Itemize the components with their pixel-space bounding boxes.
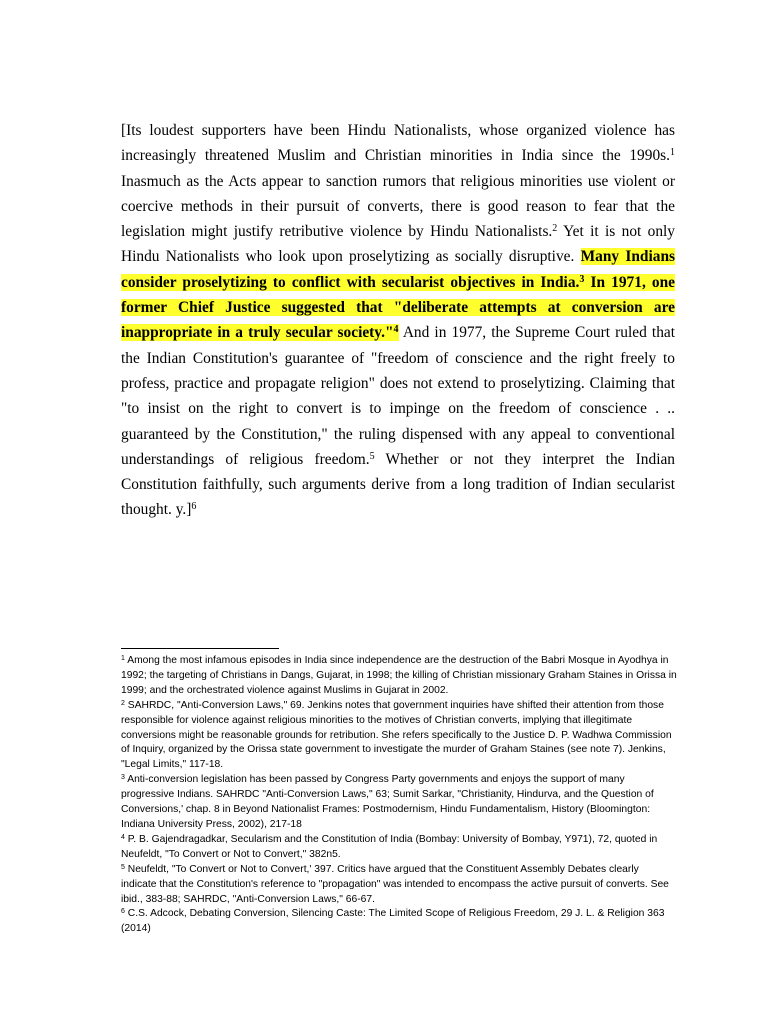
footnote-number: 6 xyxy=(121,908,125,916)
footnote-ref: 3 xyxy=(579,273,585,285)
footnote-ref: 5 xyxy=(369,450,375,462)
main-paragraph xyxy=(121,118,675,523)
paragraph-text: Yet it is not only Hindu Nationalists who look upon proselytizing as socially disruptive. xyxy=(121,223,675,266)
footnote-divider xyxy=(121,648,279,649)
highlighted-sentence: Many Indians consider proselytizing to conflict with secularist objectives in India. xyxy=(121,248,676,291)
paragraph-text: Inasmuch as the Acts appear to sanction rumors that religious minorities use violent or coercive methods in their pursuit of converts, there is good reason to fear that the legislation might justify retributive violence by Hindu Nationalists. xyxy=(121,172,675,241)
footnote-ref: 1 xyxy=(670,147,675,159)
footnote-2 xyxy=(121,699,677,774)
footnote-ref: 2 xyxy=(552,223,558,235)
footnote-text: Among the most infamous episodes in India since independence are the destruction of the Babri Mosque in Ayodhya in 1992; the targeting of Christians in Dangs, Gujarat, in 1998; the killing of Christian missionary Graham Staines in Orissa in 1999; and the orchestrated violence against Muslims in Gujarat in 2002. xyxy=(121,655,677,696)
paragraph-text: Whether or not they interpret the Indian Constitution faithfully, such arguments derive from a long tradition of Indian secularist thought. y.] xyxy=(121,450,675,519)
footnote-text: P. B. Gajendragadkar, Secularism and the Constitution of India (Bombay: University of Bombay, Y971), 72, quoted in Neufeldt, "To Convert or Not to Convert," 382n5. xyxy=(121,833,658,860)
footnote-1 xyxy=(121,654,677,699)
footnote-text: SAHRDC, "Anti-Conversion Laws," 69. Jenkins notes that government inquiries have shifted their attention from those responsible for violence against religious minorities to the motives of Christian converts, implying that illegitimate conversions might be reasonable grounds for retribution. She refers specifically to the Justice D. P. Wadhwa Commission of Inquiry, organized by the Orissa state government to investigate the murder of Graham Staines (see note 7). Jenkins, "Legal Limits," 117-18. xyxy=(121,699,672,771)
footnote-ref: 6 xyxy=(191,501,197,513)
footnote-number: 1 xyxy=(121,655,125,662)
footnote-ref: 4 xyxy=(393,324,399,336)
footnote-3 xyxy=(121,773,677,833)
footnote-text: Anti-conversion legislation has been passed by Congress Party governments and enjoys the support of many progressive Indians. SAHRDC "Anti-Conversion Laws," 63; Sumit Sarkar, "Christianity, Hindurva, and the Question of Conversions,' chap. 8 in Beyond Nationalist Frames: Postmodernism, Hindu Fundamentalism, History (Bloomington: Indiana University Press, 2002), 217-18 xyxy=(121,774,654,830)
footnote-number: 2 xyxy=(121,699,125,707)
highlighted-sentence: In 1971, one former Chief Justice suggested that "deliberate attempts at conversion are inappropriate in a truly secular society." xyxy=(121,273,676,342)
footnote-5 xyxy=(121,863,677,908)
footnote-number: 5 xyxy=(121,863,125,871)
footnote-number: 4 xyxy=(121,833,125,841)
footnote-6 xyxy=(121,907,677,937)
paragraph-text: [Its loudest supporters have been Hindu Nationalists, whose organized violence has increasingly threatened Muslim and Christian minorities in India since the 1990s. xyxy=(121,122,675,165)
footnote-text: C.S. Adcock, Debating Conversion, Silencing Caste: The Limited Scope of Religious Freedom, 29 J. L. & Religion 363 (2014) xyxy=(121,908,665,935)
footnote-text: Neufeldt, "To Convert or Not to Convert,' 397. Critics have argued that the Constituent Assembly Debates clearly indicate that the Constitution's reference to "propagation" was intended to encompass the active pursuit of converts. See ibid., 383-88; SAHRDC, "Anti-Conversion Laws," 66-67. xyxy=(121,863,669,905)
footnote-number: 3 xyxy=(121,774,125,782)
footnote-4 xyxy=(121,833,677,863)
paragraph-text: And in 1977, the Supreme Court ruled that the Indian Constitution's guarantee of "freedom of conscience and the right freely to profess, practice and propagate religion" does not extend to proselytizing. Claiming that "to insist on the right to convert is to impinge on the freedom of conscience . .. guaranteed by the Constitution," the ruling dispensed with any appeal to conventional understandings of religious freedom. xyxy=(121,324,675,468)
footnotes-section xyxy=(121,654,677,937)
